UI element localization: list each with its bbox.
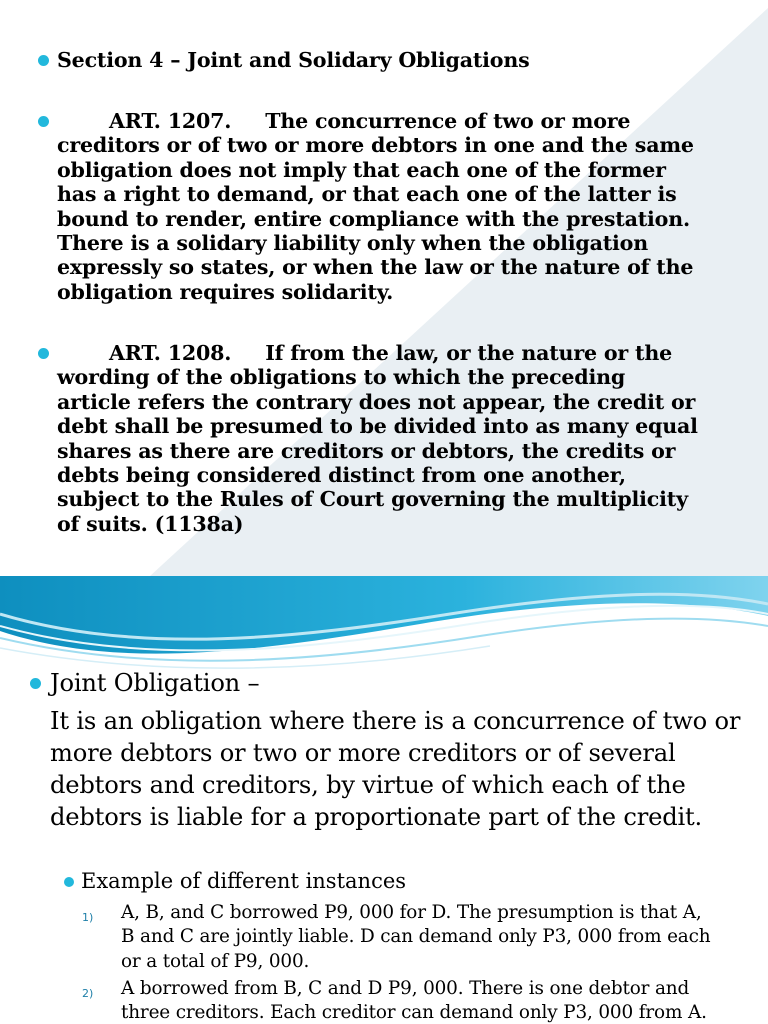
art-1207 (57, 109, 694, 304)
example-line: B and C are jointly liable. D can demand only P3, 000 from each (121, 926, 711, 948)
art-1208-line: shares as there are creditors or debtors, the credits or (57, 438, 676, 463)
art-1208 (57, 341, 698, 536)
example-number: 1) (82, 911, 94, 924)
definition (50, 705, 740, 833)
wave-banner (0, 576, 768, 676)
example-line: A, B, and C borrowed P9, 000 for D. The presumption is that A, (121, 902, 702, 923)
example-line: A borrowed from B, C and D P9, 000. There is one debtor and (121, 978, 690, 999)
art-1207-label: ART. 1207. (109, 109, 232, 133)
art-1208-line: subject to the Rules of Court governing the multiplicity (57, 487, 688, 512)
art-1207-line: ART. 1207. The concurrence of two or more (57, 109, 694, 133)
definition-line: It is an obligation where there is a concurrence of two or (50, 707, 741, 735)
definition-line: debtors is liable for a proportionate part of the credit. (50, 803, 703, 831)
art-1208-line: article refers the contrary does not appear, the credit or (57, 389, 696, 414)
art-1207-line: expressly so states, or when the law or the nature of the (57, 255, 694, 280)
example-line: three creditors. Each creditor can demand only P3, 000 from A. (121, 1002, 707, 1024)
definition-line: debtors and creditors, by virtue of which each of the (50, 771, 686, 799)
art-1208-label: ART. 1208. (109, 341, 232, 365)
example-2 (121, 977, 707, 1024)
art-1208-line: of suits. (1138a) (57, 511, 244, 536)
example-1 (121, 901, 710, 974)
bullet-dot (38, 348, 49, 359)
definition-line: more debtors or two or more creditors or of several (50, 739, 676, 767)
section-heading: Section 4 – Joint and Solidary Obligations (57, 48, 530, 72)
bullet-dot (30, 678, 41, 689)
bullet-dot (38, 55, 49, 66)
example-number: 2) (82, 987, 94, 1000)
art-1207-line: bound to render, entire compliance with the prestation. (57, 206, 690, 231)
art-1208-line: wording of the obligations to which the preceding (57, 365, 626, 390)
bullet-dot (38, 116, 49, 127)
examples-heading: Example of different instances (81, 869, 407, 893)
art-1208-line: debts being considered distinct from one another, (57, 463, 626, 488)
slide-2 (0, 576, 768, 1024)
art-1207-line: obligation does not imply that each one of the former (57, 157, 666, 182)
bullet-dot (64, 877, 74, 887)
art-1207-line: creditors or of two or more debtors in one and the same (57, 133, 694, 158)
art-1208-line: debt shall be presumed to be divided into as many equal (57, 414, 698, 439)
art-1207-line: obligation requires solidarity. (57, 279, 394, 304)
art-1207-line: There is a solidary liability only when the obligation (57, 231, 648, 256)
art-1207-line: has a right to demand, or that each one of the latter is (57, 182, 677, 207)
art-1208-line: ART. 1208. If from the law, or the nature or the (57, 341, 698, 365)
slide-title: Joint Obligation – (50, 669, 260, 697)
example-line: or a total of P9, 000. (121, 950, 310, 972)
